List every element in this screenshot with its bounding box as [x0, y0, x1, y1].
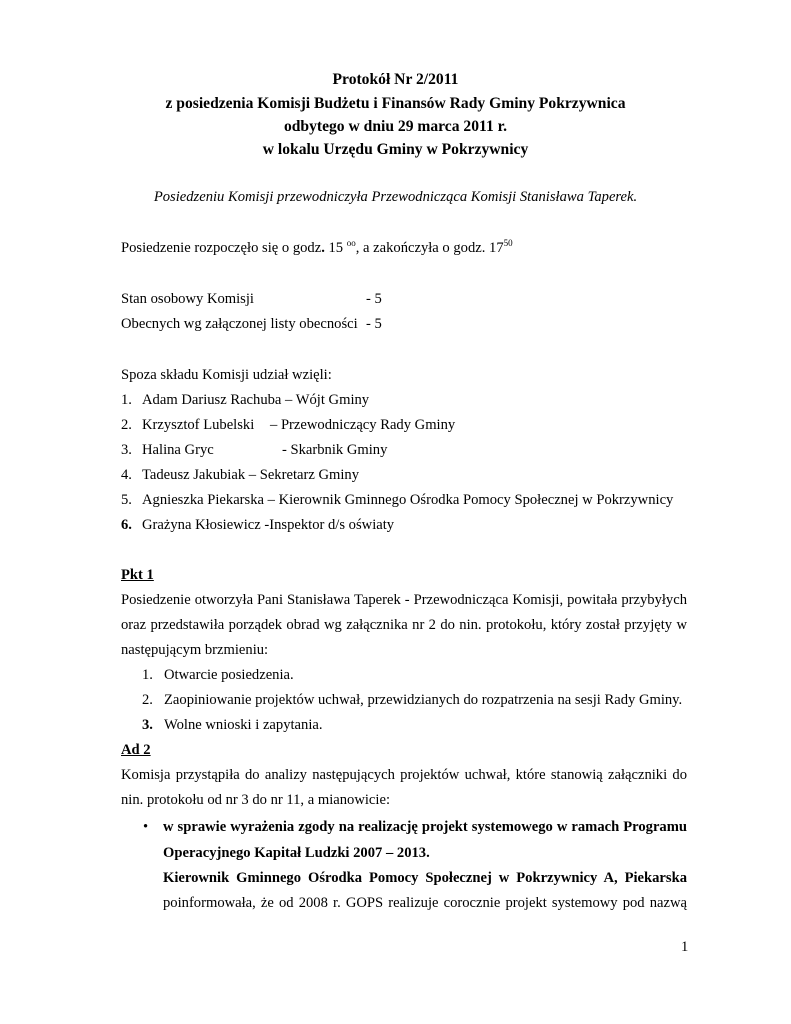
resolution-title-line: Operacyjnego Kapitał Ludzki 2007 – 2013.	[163, 845, 430, 861]
ad2-paragraph-line: nin. protokołu od nr 3 do nr 11, a mianowicie:	[121, 792, 390, 808]
pkt1-paragraph-line: oraz przedstawiła porządek obrad wg załącznika nr 2 do nin. protokołu, który został przyjęty w	[121, 617, 687, 633]
stat-committee-size: Stan osobowy Komisji	[121, 291, 254, 307]
pkt1-paragraph-line: następującym brzmieniu:	[121, 642, 269, 658]
ad2-heading: Ad 2	[121, 742, 151, 758]
pkt1-heading: Pkt 1	[121, 567, 154, 583]
agenda-item: 2. Zaopiniowanie projektów uchwał, przewidzianych do rozpatrzenia na sesji Rady Gminy.	[142, 692, 683, 708]
protocol-subtitle-location: w lokalu Urzędu Gminy w Pokrzywnicy	[262, 141, 529, 158]
guest-item: 1. Adam Dariusz Rachuba – Wójt Gminy	[121, 392, 370, 408]
guest-role: – Przewodniczący Rady Gminy	[270, 417, 456, 433]
resolution-title-line: w sprawie wyrażenia zgody na realizację projekt systemowego w ramach Programu	[163, 819, 687, 835]
agenda-item: 1. Otwarcie posiedzenia.	[142, 667, 294, 683]
chair-statement: Posiedzeniu Komisji przewodniczyła Przewodnicząca Komisji Stanisława Taperek.	[153, 189, 638, 205]
bullet-marker: •	[143, 819, 149, 835]
agenda-item: 3. Wolne wnioski i zapytania.	[142, 717, 323, 733]
ad2-paragraph-line: Komisja przystąpiła do analizy następujących projektów uchwał, które stanowią załączniki do	[121, 767, 687, 783]
protocol-subtitle-committee: z posiedzenia Komisji Budżetu i Finansów Rady Gminy Pokrzywnica	[165, 95, 626, 112]
stat-attendance-value: - 5	[366, 316, 382, 332]
guest-role: - Skarbnik Gminy	[282, 442, 388, 458]
protocol-title: Protokół Nr 2/2011	[332, 71, 459, 88]
resolution-body-line: Kierownik Gminnego Ośrodka Pomocy Społecznej w Pokrzywnicy A, Piekarska	[163, 870, 687, 886]
guest-item: 6. Grażyna Kłosiewicz -Inspektor d/s oświaty	[121, 517, 395, 533]
session-times: Posiedzenie rozpoczęło się o godz. 15 $^{oo}$, a zakończyła o godz. $17^{50}$	[121, 238, 513, 256]
stat-attendance: Obecnych wg załączonej listy obecności	[121, 316, 358, 332]
guest-item: 4. Tadeusz Jakubiak – Sekretarz Gminy	[121, 467, 360, 483]
guest-item: 5. Agnieszka Piekarska – Kierownik Gminnego Ośrodka Pomocy Społecznej w Pokrzywnicy	[121, 492, 674, 508]
pkt1-paragraph-line: Posiedzenie otworzyła Pani Stanisława Taperek - Przewodnicząca Komisji, powitała przybyłych	[121, 592, 687, 608]
guest-item: 2. Krzysztof Lubelski	[121, 417, 255, 433]
guests-header: Spoza składu Komisji udział wzięli:	[121, 367, 332, 383]
guest-item: 3. Halina Gryc	[121, 442, 214, 458]
protocol-subtitle-date: odbytego w dniu 29 marca 2011 r.	[283, 118, 508, 135]
page-number: 1	[681, 939, 689, 955]
stat-committee-size-value: - 5	[366, 291, 382, 307]
resolution-body-line: poinformowała, że od 2008 r. GOPS realizuje corocznie projekt systemowy pod nazwą	[163, 895, 687, 911]
